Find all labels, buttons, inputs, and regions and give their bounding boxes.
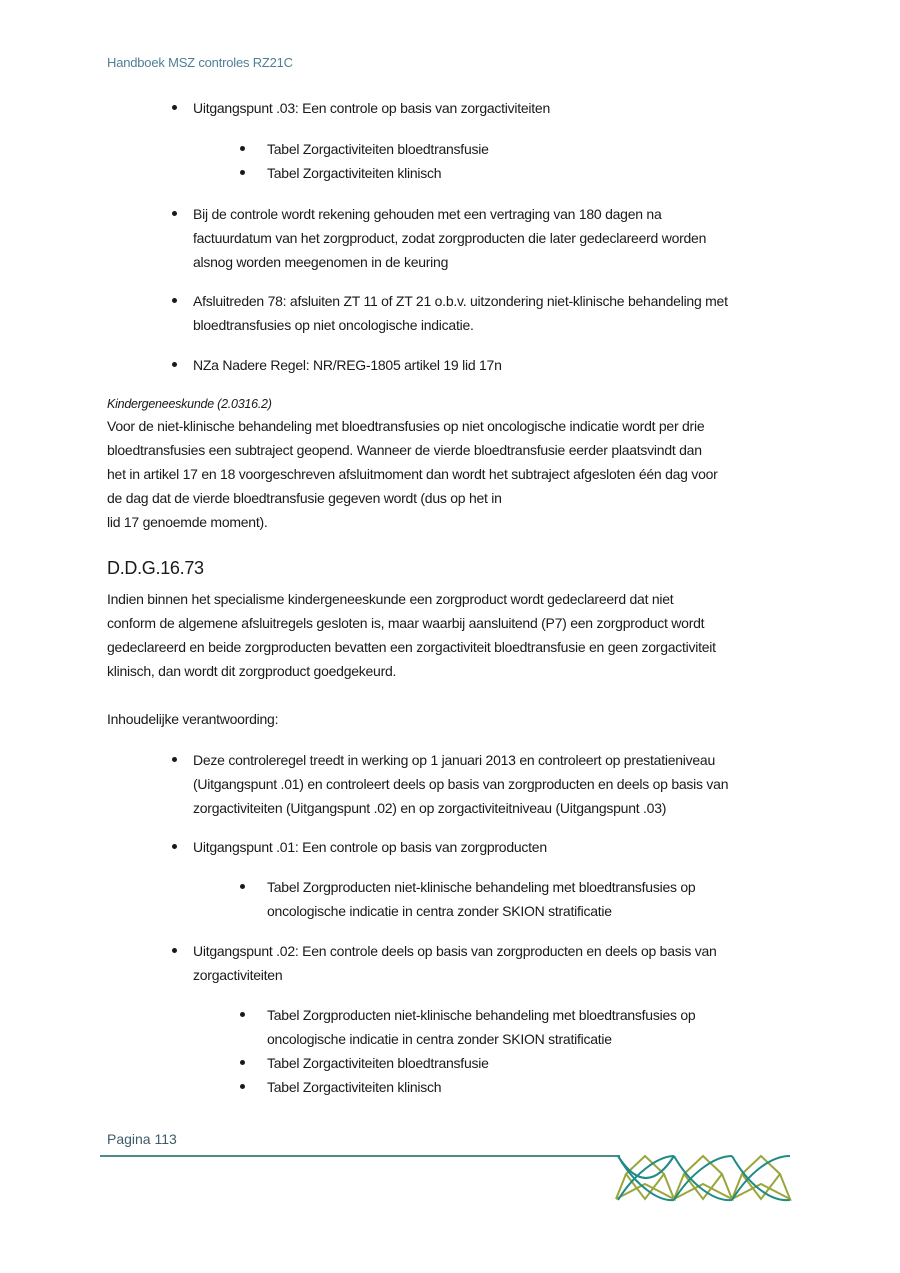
paragraph-line: de dag dat de vierde bloedtransfusie gegeven wordt (dus op het in: [107, 490, 502, 506]
bullet-icon: [240, 884, 245, 889]
paragraph-line: lid 17 genoemde moment).: [107, 514, 268, 530]
rule-description-line: conform de algemene afsluitregels gesloten is, maar waarbij aansluitend (P7) een zorgproduct wordt: [107, 615, 705, 631]
list-item-uitgangspunt-01: Uitgangspunt .01: Een controle op basis van zorgproducten: [193, 839, 547, 855]
list-item-delay-cont: factuurdatum van het zorgproduct, zodat zorgproducten die later gedeclareerd worden: [193, 230, 707, 246]
paragraph-line: het in artikel 17 en 18 voorgeschreven afsluitmoment dan wordt het subtraject afgesloten één dag voor: [107, 466, 718, 482]
rule-description-line: Indien binnen het specialisme kindergeneeskunde een zorgproduct wordt gedeclareerd dat niet: [107, 591, 674, 607]
paragraph-line: bloedtransfusies een subtraject geopend. Wanneer de vierde bloedtransfusie eerder plaatsvindt dan: [107, 442, 702, 458]
justification-label: Inhoudelijke verantwoording:: [107, 711, 279, 727]
rule-description-line: klinisch, dan wordt dit zorgproduct goedgekeurd.: [107, 663, 397, 679]
section-subtitle: Kindergeneeskunde (2.0316.2): [107, 397, 272, 411]
bullet-icon: [240, 1060, 245, 1065]
sub-list-item-cont: oncologische indicatie in centra zonder SKION stratificatie: [267, 1031, 612, 1047]
paragraph-line: Voor de niet-klinische behandeling met bloedtransfusies op niet oncologische indicatie wordt per drie: [107, 418, 705, 434]
sub-list-item: Tabel Zorgactiviteiten bloedtransfusie: [267, 141, 489, 157]
bullet-icon: [240, 146, 245, 151]
footer-ornament-icon: [614, 1154, 792, 1202]
list-item-intro: Deze controleregel treedt in werking op 1 januari 2013 en controleert op prestatieniveau: [193, 752, 716, 768]
bullet-icon: [172, 844, 177, 849]
sub-list-item: Tabel Zorgproducten niet-klinische behandeling met bloedtransfusies op: [267, 1007, 696, 1023]
bullet-icon: [172, 948, 177, 953]
sub-list-item: Tabel Zorgactiviteiten klinisch: [267, 165, 442, 181]
sub-list-item: Tabel Zorgproducten niet-klinische behandeling met bloedtransfusies op: [267, 879, 696, 895]
page-number: Pagina 113: [107, 1131, 177, 1147]
bullet-icon: [172, 757, 177, 762]
bullet-icon: [172, 298, 177, 303]
list-item-delay-cont: alsnog worden meegenomen in de keuring: [193, 254, 449, 270]
bullet-icon: [172, 211, 177, 216]
list-item-uitgangspunt-03: Uitgangspunt .03: Een controle op basis van zorgactiviteiten: [193, 100, 551, 116]
list-item-afsluitreden: Afsluitreden 78: afsluiten ZT 11 of ZT 21 o.b.v. uitzondering niet-klinische behandeling met: [193, 293, 728, 309]
sub-list-item-cont: oncologische indicatie in centra zonder SKION stratificatie: [267, 903, 612, 919]
rule-heading: D.D.G.16.73: [107, 558, 204, 578]
bullet-icon: [240, 1012, 245, 1017]
bullet-icon: [240, 1084, 245, 1089]
sub-list-item: Tabel Zorgactiviteiten klinisch: [267, 1079, 442, 1095]
footer-divider: [100, 1155, 620, 1157]
list-item-nza: NZa Nadere Regel: NR/REG-1805 artikel 19 lid 17n: [193, 357, 502, 373]
running-header: Handboek MSZ controles RZ21C: [107, 55, 293, 70]
list-item-intro-cont: zorgactiviteiten (Uitgangspunt .02) en op zorgactiviteitniveau (Uitgangspunt .03): [193, 800, 667, 816]
rule-description-line: gedeclareerd en beide zorgproducten bevatten een zorgactiviteit bloedtransfusie en geen zorgactiviteit: [107, 639, 716, 655]
list-item-afsluitreden-cont: bloedtransfusies op niet oncologische indicatie.: [193, 317, 474, 333]
sub-list-item: Tabel Zorgactiviteiten bloedtransfusie: [267, 1055, 489, 1071]
list-item-delay: Bij de controle wordt rekening gehouden met een vertraging van 180 dagen na: [193, 206, 662, 222]
bullet-icon: [172, 105, 177, 110]
bullet-icon: [240, 170, 245, 175]
bullet-icon: [172, 362, 177, 367]
list-item-intro-cont: (Uitgangspunt .01) en controleert deels op basis van zorgproducten en deels op basis van: [193, 776, 729, 792]
list-item-uitgangspunt-02-cont: zorgactiviteiten: [193, 967, 283, 983]
list-item-uitgangspunt-02: Uitgangspunt .02: Een controle deels op basis van zorgproducten en deels op basis van: [193, 943, 717, 959]
